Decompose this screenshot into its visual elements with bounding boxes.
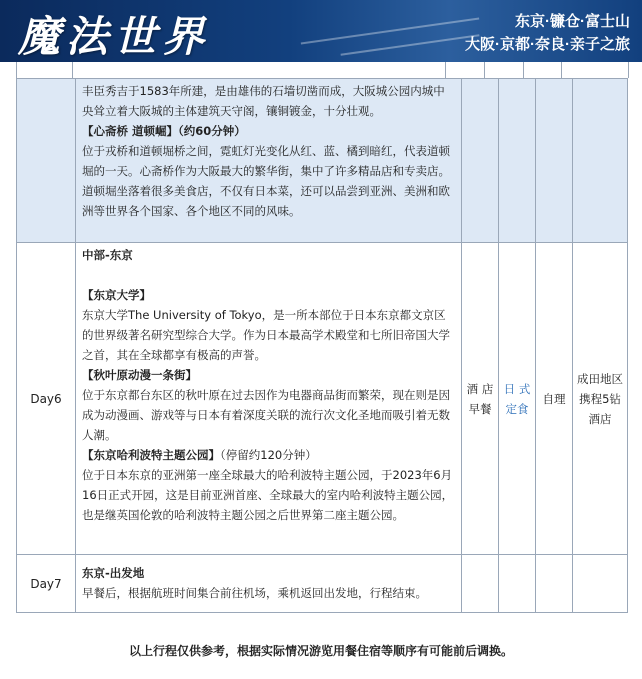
- spot-title: 【秋叶原动漫一条街】: [82, 368, 197, 382]
- day-label: Day7: [17, 555, 76, 613]
- table-border: [523, 62, 524, 78]
- spot-title: 【东京大学】: [82, 288, 151, 302]
- table-border: [16, 62, 17, 78]
- hotel-cell: [573, 555, 628, 613]
- table-row: [17, 555, 628, 613]
- table-row: [17, 243, 628, 555]
- route-title-line1: 东京·镰仓·富士山: [515, 13, 630, 30]
- desc-line: 位于日本东京的亚洲第一座全球最大的哈利波特主题公园，于2023年6月: [82, 468, 453, 482]
- table-row: [17, 79, 628, 243]
- breakfast-cell: [462, 555, 499, 613]
- spacer: [82, 265, 455, 285]
- desc-line: 的世界级著名研究型综合大学。作为日本最高学术殿堂和七所旧帝国大学: [82, 328, 450, 342]
- banner-stripe: [301, 17, 480, 44]
- breakfast-line2: 早餐: [468, 401, 492, 416]
- day-label: Day6: [17, 243, 76, 555]
- day-cell: [17, 79, 76, 243]
- spot-heading: [82, 445, 455, 465]
- breakfast-line1: 酒 店: [466, 381, 494, 396]
- header-banner: [0, 0, 642, 62]
- description-cell: [76, 79, 462, 243]
- desc-line: 成为动漫画、游戏等与日本有着深度关联的流行次文化圣地而吸引着无数: [82, 408, 450, 422]
- footer-note: 以上行程仅供参考，根据实际情况游览用餐住宿等顺序有可能前后调换。: [128, 644, 513, 658]
- desc-line: 道顿堀坐落着很多美食店，不仅有日本菜，还可以品尝到亚洲、美洲和欧: [82, 184, 450, 198]
- spot-title: 【东京哈利波特主题公园】: [82, 448, 220, 462]
- lunch-line1: 日 式: [503, 381, 531, 396]
- dinner-cell: [536, 555, 573, 613]
- hotel-line2: 携程5钻: [579, 391, 621, 406]
- desc-line: 丰臣秀吉于1583年所建，是由雄伟的石墙切凿而成，大阪城公园内城中: [82, 84, 445, 98]
- table-border: [561, 62, 562, 78]
- table-border: [628, 62, 629, 78]
- hotel-line3: 酒店: [588, 411, 612, 426]
- banner-stripe: [341, 34, 480, 55]
- hotel-line1: 成田地区: [577, 371, 623, 386]
- description-cell: [76, 555, 462, 613]
- desc-line: 堀的一天。心斋桥作为大阪最大的繁华街，集中了许多精品店和专卖店。: [82, 164, 450, 178]
- desc-line: 洲等世界各个国家、各个地区不同的风味。: [82, 204, 301, 218]
- desc-line: 也是继英国伦敦的哈利波特主题公园之后世界第二座主题公园。: [82, 508, 404, 522]
- table-border: [484, 62, 485, 78]
- desc-line: 东京大学The University of Tokyo，是一所本部位于日本东京都文京区: [82, 308, 446, 322]
- lunch-cell: [499, 79, 536, 243]
- dinner-cell: [536, 79, 573, 243]
- desc-line: 位于东京都台东区的秋叶原在过去因作为电器商品街而繁荣，现在则是因: [82, 388, 450, 402]
- dinner-text: 自理: [542, 391, 566, 406]
- hotel-cell: [573, 79, 628, 243]
- dinner-cell: [536, 243, 573, 555]
- route-label: 中部-东京: [82, 248, 133, 262]
- desc-line: 位于戎桥和道顿堀桥之间，霓虹灯光变化从红、蓝、橘到暗红，代表道顿: [82, 144, 450, 158]
- itinerary-table: [16, 78, 628, 613]
- hotel-cell: [573, 243, 628, 555]
- desc-line: 人潮。: [82, 428, 117, 442]
- desc-line: 央耸立着大阪城的主体建筑天守阁，镶铜镀金，十分壮观。: [82, 104, 381, 118]
- spot-title: 【心斋桥 道顿崛】（约60分钟）: [82, 124, 246, 138]
- lunch-line2: 定食: [505, 401, 529, 416]
- route-title-line2: 大阪·京都·奈良·亲子之旅: [465, 36, 630, 53]
- route-label: 东京-出发地: [82, 566, 145, 580]
- table-border: [72, 62, 73, 78]
- table-border: [445, 62, 446, 78]
- logo-text: 魔法世界: [18, 12, 211, 61]
- lunch-cell: [499, 243, 536, 555]
- desc-line: 早餐后，根据航班时间集合前往机场，乘机返回出发地，行程结束。: [82, 586, 427, 600]
- stay-duration: （停留约120分钟）: [220, 448, 317, 462]
- breakfast-cell: [462, 243, 499, 555]
- desc-line: 16日正式开园，这是目前亚洲首座、全球最大的室内哈利波特主题公园，: [82, 488, 454, 502]
- breakfast-cell: [462, 79, 499, 243]
- lunch-cell: [499, 555, 536, 613]
- description-cell: [76, 243, 462, 555]
- desc-line: 之首，其在全球都享有极高的声誉。: [82, 348, 266, 362]
